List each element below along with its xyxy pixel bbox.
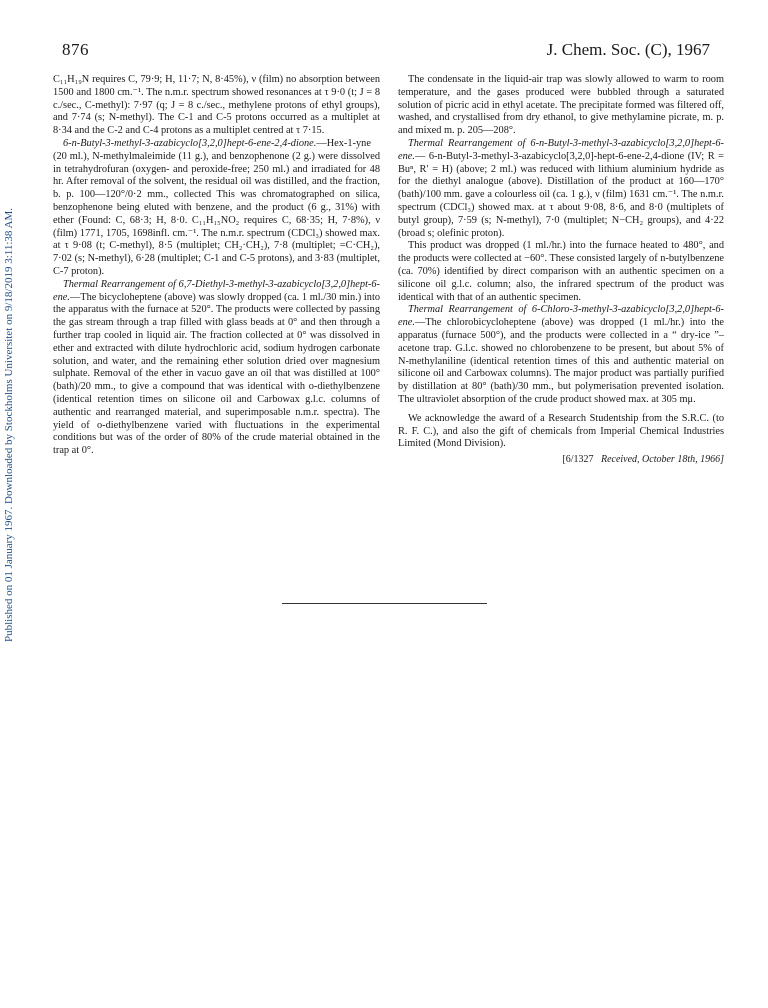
paragraph: This product was dropped (1 ml./hr.) into the furnace heated to 480°, and the products were collected at −60°. These consisted largely of n-butylbenzene (ca. 70%) identified by direct comparison with an authentic specimen on a silicone oil g.l.c. column; also, the infrared spectrum of the product was identical with that of an authentic specimen. — [398, 240, 724, 303]
download-notice-text: Published on 01 January 1967. Downloaded by Stockholms Universitet on 9/18/2019 3:11:38 AM. — [3, 207, 15, 643]
paragraph — [398, 304, 724, 406]
end-rule — [282, 603, 487, 604]
paragraph-body: — 6-n-Butyl-3-methyl-3-azabicyclo[3,2,0]-hept-6-ene-2,4-dione (IV; R = Buⁿ, R′ = H) (above; 2 ml.) was reduced with lithium aluminium hydride as for the diethyl analogue (above). Distillation of the product at 160—170° (bath)/100 mm. gave a colourless oil (ca. 1 g.), ν (film) 1631 cm.⁻¹. The n.m.r. spectrum (CDCl₃) showed max. at τ about 9·08, 8·6, and 8·0 (multiplets of butyl group), 7·59 (s; N-methyl), 7·0 (multiplet; N−CH₂ groups), and 4·22 (broad s; olefinic proton). — [398, 150, 724, 239]
download-notice — [2, 175, 16, 675]
paragraph — [53, 279, 380, 458]
paragraph-body: —Hex-1-yne (20 ml.), N-methylmaleimide (11 g.), and benzophenone (2 g.) were dissolved in tetrahydrofuran (oxygen- and peroxide-free; 250 ml.) and irradiated for 48 hr. After removal of the solvent, the residual oil was distilled, and the fraction, b. p. 100—120°/0·2 mm., collected This was chromatographed on silica, benzophenone being eluted with benzene, and the product (6 g., 31%) with ether (Found: C, 68·3; H, 8·0. C₁₁H₁₅NO₂ requires C, 68·35; H, 7·8%), ν (film) 1771, 1705, 1698infl. cm.⁻¹. The n.m.r. spectrum (CDCl₃) showed max. at τ 9·08 (t; C-methyl), 8·5 (multiplet; CH₂·CH₂), 7·8 (multiplet; =C·CH₂), 7·02 (s; N-methyl), 6·28 (multiplet; C-1 and C-5 protons), and 3·83 (multiplet, C-7 proton). — [53, 137, 380, 277]
section-heading: Thermal Rearrangement of 6,7-Diethyl-3-methyl-3-azabicyclo[3,2,0]hept-6-ene. — [53, 278, 380, 303]
paragraph — [398, 138, 724, 240]
left-column — [53, 74, 380, 458]
reference-number: [6/1327 — [562, 454, 594, 466]
received-date: Received, October 18th, 1966] — [600, 454, 724, 466]
section-heading: 6-n-Butyl-3-methyl-3-azabicyclo[3,2,0]hept-6-ene-2,4-dione. — [63, 137, 317, 149]
paragraph-body: —The chlorobicycloheptene (above) was dropped (1 ml./hr.) into the apparatus (furnace 500°), and the products were collected in a “ dry-ice ”–acetone trap. G.l.c. showed no chlorobenzene to be present, but about 5% of N-methylaniline (identical retention times of this and authentic material on silicone oil and Carbowax columns). The major product was partially purified by distillation at 80° (bath)/30 mm., but polymerisation prevented isolation. The ultraviolet absorption of the crude product showed max. at 305 mμ. — [398, 317, 724, 405]
paragraph — [53, 138, 380, 279]
paragraph: C₁₁H₁₉N requires C, 79·9; H, 11·7; N, 8·45%), ν (film) no absorption between 1500 and 1800 cm.⁻¹. The n.m.r. spectrum showed resonances at τ 9·0 (t; J = 8 c./sec., C-methyl): 7·97 (q; J = 8 c./sec., methylene protons of ethyl groups), and 7·74 (s; N-methyl). The C-1 and C-5 protons occurred as a multiplet at 8·34 and the C-2 and C-4 protons as a multiplet centred at τ 7·15. — [53, 74, 380, 137]
section-heading: Thermal Rearrangement of 6-Chloro-3-methyl-3-azabicyclo[3,2,0]hept-6-ene. — [398, 304, 724, 329]
right-column — [398, 74, 724, 467]
paragraph-body: —The bicycloheptene (above) was slowly dropped (ca. 1 ml./30 min.) into the apparatus with the furnace at 520°. The products were collected by passing the gas stream through a trap filled with glass beads at 0° and then through a further trap cooled in liquid air. The fraction collected at 0° was dissolved in ether and extracted with dilute hydrochloric acid, sodium hydrogen carbonate solution, and water, and the remaining ether solution dried over magnesium sulphate. Removal of the ether in vacuo gave an oil that was distilled at 100° (bath)/20 mm., to give a compound that was identical with o-diethylbenzene (identical retention times on silicone oil and Carbowax g.l.c. columns of authentic and rearranged material, and superimposable n.m.r. spectra). The yield of o-diethylbenzene varied with fluctuations in the experimental conditions but was of the order of 80% of the crude material obtained in the trap at 0°. — [53, 291, 380, 457]
received-line — [398, 454, 724, 467]
section-heading: Thermal Rearrangement of 6-n-Butyl-3-methyl-3-azabicyclo[3,2,0]hept-6-ene. — [398, 137, 724, 162]
acknowledgement: We acknowledge the award of a Research Studentship from the S.R.C. (to R. F. C.), and also the gift of chemicals from Imperial Chemical Industries Limited (Mond Division). — [398, 412, 724, 450]
paragraph: The condensate in the liquid-air trap was slowly allowed to warm to room temperature, and the gases produced were bubbled through a saturated solution of picric acid in ethyl acetate. The precipitate formed was filtered off, washed, and crystallised from dry ethanol, to give methylamine picrate, m. p. and mixed m. p. 205—208°. — [398, 74, 724, 137]
page-number: 876 — [62, 40, 89, 59]
journal-title: J. Chem. Soc. (C), 1967 — [546, 40, 710, 59]
